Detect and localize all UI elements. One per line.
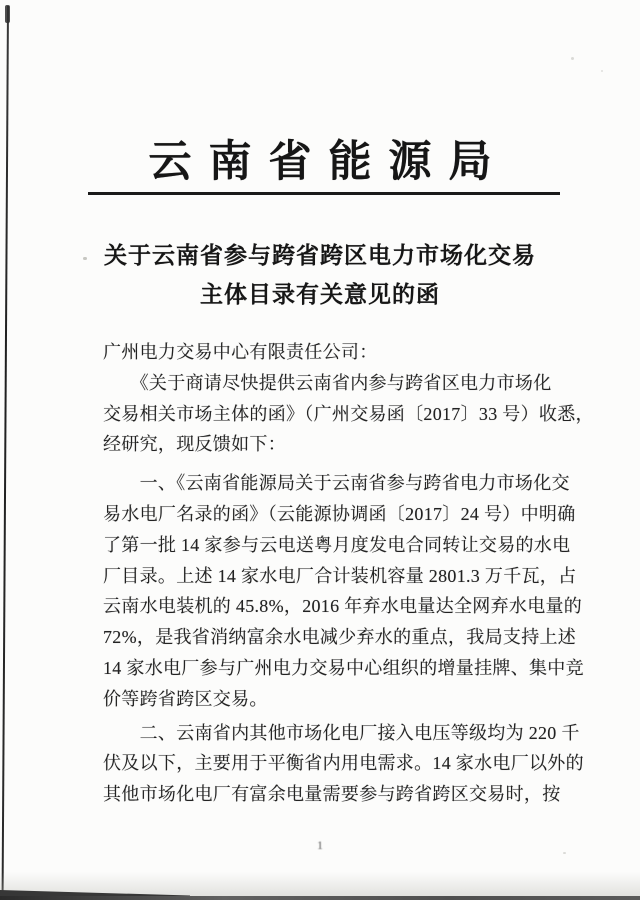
scan-bottom-shade-artifact <box>0 872 640 896</box>
scan-speck-artifact <box>563 852 566 854</box>
body-line: 厂目录。上述 14 家水电厂合计装机容量 2801.3 万千瓦，占 <box>103 565 577 586</box>
body-line: 易水电厂名录的函》（云能源协调函〔2017〕24 号）中明确 <box>103 503 576 524</box>
scan-speck-artifact <box>83 257 87 260</box>
body-line: 价等跨省跨区交易。 <box>103 688 268 709</box>
body-line: 交易相关市场主体的函》（广州交易函〔2017〕33 号）收悉， <box>103 403 594 424</box>
body-line: 其他市场化电厂有富余电量需要参与跨省跨区交易时，按 <box>103 784 561 805</box>
body-line: 了第一批 14 家参与云电送粤月度发电合同转让交易的水电 <box>103 534 571 555</box>
body-line: 72%，是我省消纳富余水电减少弃水的重点，我局支持上述 <box>103 627 577 648</box>
document-body <box>103 337 594 810</box>
body-line: 伏及以下，主要用于平衡省内用电需求。14 家水电厂以外的 <box>103 753 584 774</box>
document-title-line-2: 主体目录有关意见的函 <box>200 282 440 307</box>
scan-blob-artifact <box>5 5 10 23</box>
document-title-line-1: 关于云南省参与跨省跨区电力市场化交易 <box>104 243 536 268</box>
scan-bottom-edge-artifact <box>0 896 640 900</box>
body-line: 一、《云南省能源局关于云南省参与跨省电力市场化交 <box>103 473 570 494</box>
body-line: 二、云南省内其他市场化电厂接入电压等级均为 220 千 <box>103 722 580 743</box>
letterhead-rule <box>88 192 560 195</box>
scan-speck-artifact <box>601 70 603 72</box>
scan-speck-artifact <box>171 356 173 358</box>
body-line: 云南水电装机的 45.8%，2016 年弃水电量达全网弃水电量的 <box>103 596 583 617</box>
body-line: 广州电力交易中心有限责任公司： <box>103 342 378 362</box>
body-line: 14 家水电厂参与广州电力交易中心组织的增量挂牌、集中竞 <box>103 657 584 678</box>
page-number: 1 <box>317 838 323 852</box>
scan-speck-artifact <box>571 57 574 60</box>
body-line: 经研究，现反馈如下： <box>103 434 286 455</box>
body-line: 《关于商请尽快提供云南省内参与跨省区电力市场化 <box>103 372 552 393</box>
letterhead-agency-name: 云南省能源局 <box>148 139 509 186</box>
document-title <box>0 236 640 314</box>
